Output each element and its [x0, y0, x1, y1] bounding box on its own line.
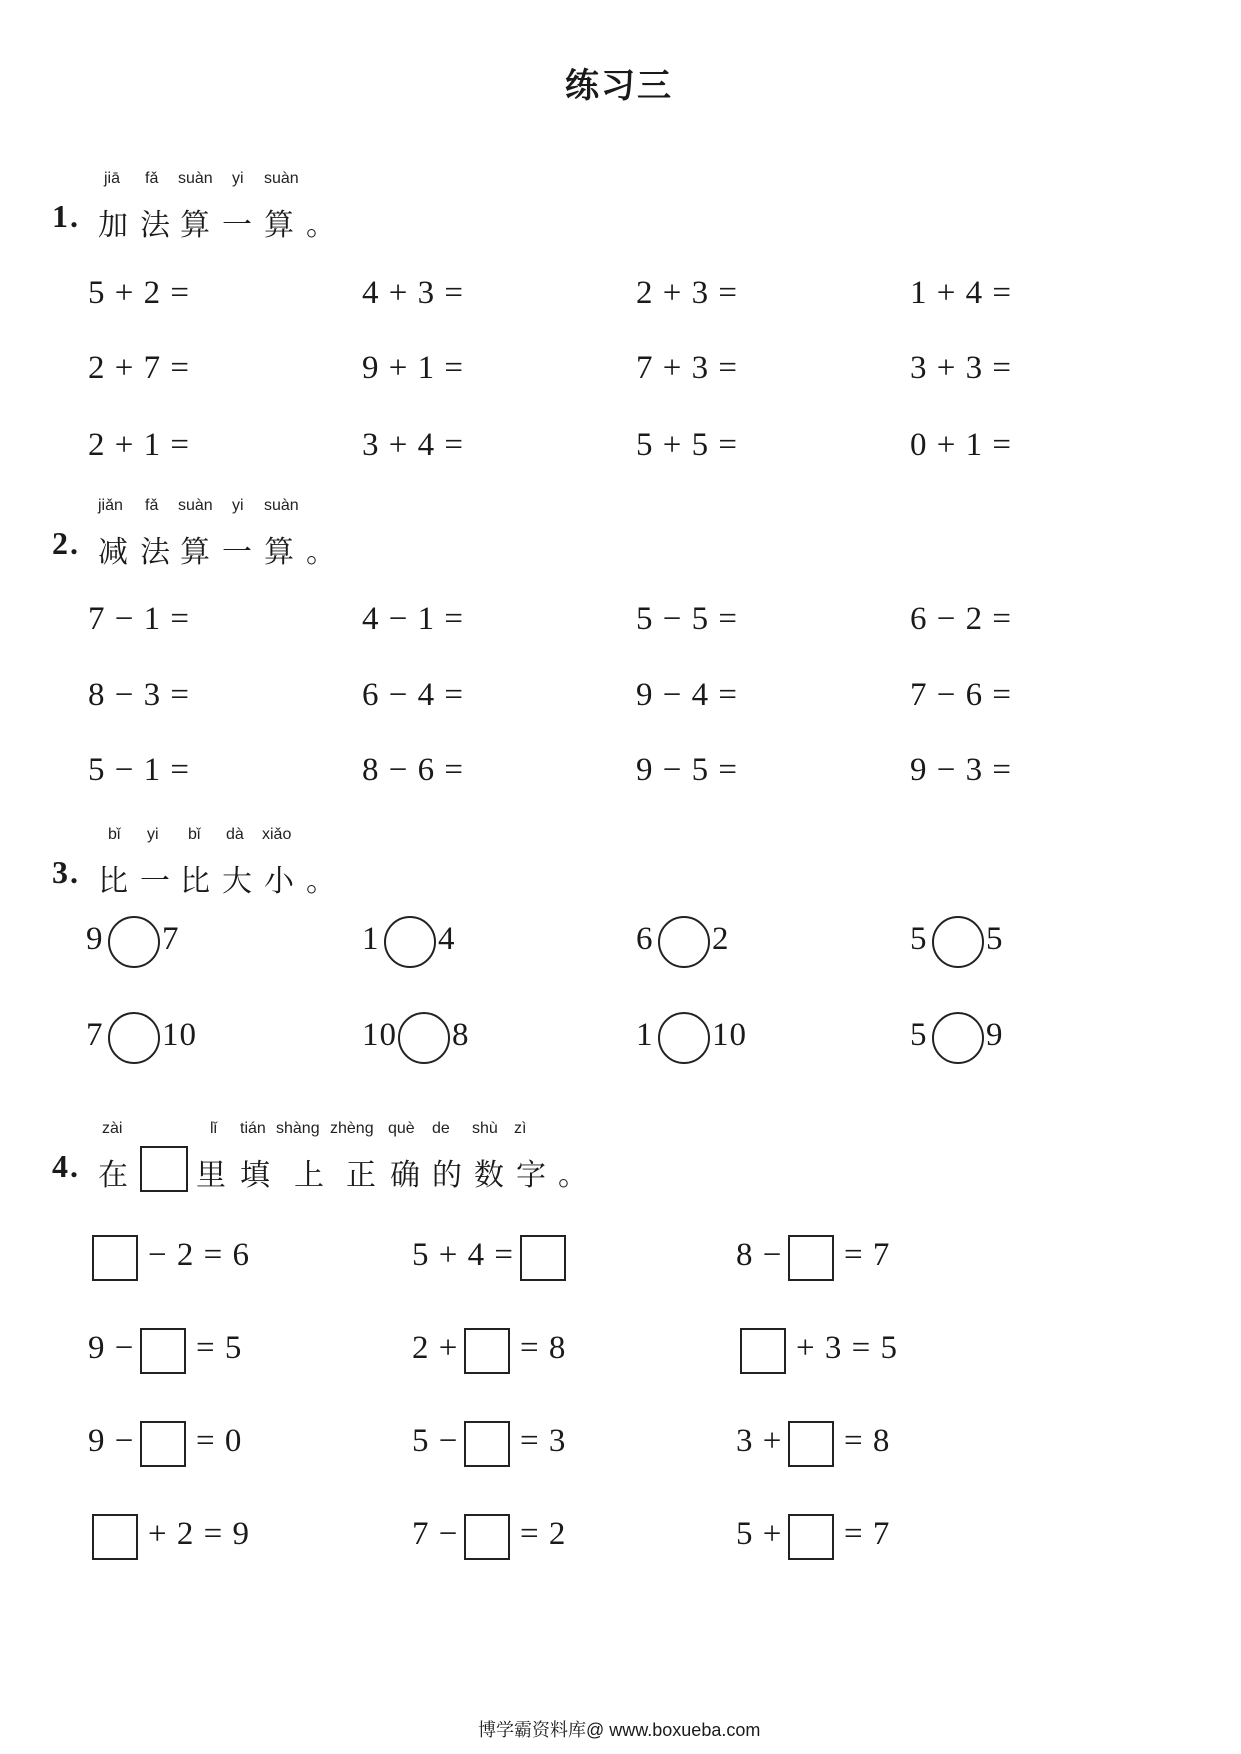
addition-problem: 3 + 3 = [910, 350, 1012, 386]
fill-blank-box[interactable] [92, 1235, 138, 1281]
heading-char: 加 [98, 208, 128, 243]
subtraction-problem: 8 − 3 = [88, 677, 190, 713]
heading-char: 一 [222, 208, 252, 243]
fill-post-text: = 2 [520, 1516, 567, 1552]
compare-left-number: 1 [362, 921, 380, 957]
pinyin: yi [232, 497, 244, 514]
pinyin: fǎ [145, 497, 159, 514]
compare-blank-circle[interactable] [398, 1012, 450, 1064]
subtraction-problem: 6 − 4 = [362, 677, 464, 713]
fill-post-text: + 3 = 5 [796, 1330, 898, 1366]
addition-problem: 9 + 1 = [362, 350, 464, 386]
fill-blank-box[interactable] [788, 1421, 834, 1467]
compare-right-number: 9 [986, 1017, 1004, 1053]
addition-problem: 4 + 3 = [362, 275, 464, 311]
fill-blank-box[interactable] [140, 1328, 186, 1374]
heading-char: 的 [432, 1158, 462, 1193]
fill-post-text: = 5 [196, 1330, 243, 1366]
heading-char: 算 [180, 208, 210, 243]
heading-char: 算 [264, 208, 294, 243]
fill-pre-text: 3 + [736, 1423, 783, 1459]
compare-blank-circle[interactable] [658, 916, 710, 968]
fill-blank-box[interactable] [464, 1514, 510, 1560]
heading-char: 字 [516, 1158, 546, 1193]
compare-right-number: 5 [986, 921, 1004, 957]
subtraction-problem: 7 − 1 = [88, 601, 190, 637]
fill-post-text: = 7 [844, 1516, 891, 1552]
fill-blank-box[interactable] [740, 1328, 786, 1374]
heading-char: 法 [140, 208, 170, 243]
addition-problem: 5 + 5 = [636, 427, 738, 463]
heading-period: 。 [306, 535, 336, 570]
pinyin: shù [472, 1120, 498, 1137]
subtraction-problem: 5 − 1 = [88, 752, 190, 788]
pinyin: shàng [276, 1120, 320, 1137]
pinyin: yi [147, 826, 159, 843]
compare-blank-circle[interactable] [384, 916, 436, 968]
subtraction-problem: 8 − 6 = [362, 752, 464, 788]
compare-right-number: 4 [438, 921, 456, 957]
heading-char: 在 [98, 1158, 128, 1193]
section-s4-number: 4 [52, 1148, 68, 1184]
heading-char: 数 [474, 1158, 504, 1193]
compare-left-number: 1 [636, 1017, 654, 1053]
fill-post-text: − 2 = 6 [148, 1237, 250, 1273]
fill-post-text: = 0 [196, 1423, 243, 1459]
pinyin: jiā [104, 170, 121, 187]
subtraction-problem: 6 − 2 = [910, 601, 1012, 637]
compare-blank-circle[interactable] [108, 1012, 160, 1064]
compare-right-number: 7 [162, 921, 180, 957]
pinyin: jiǎn [98, 497, 123, 514]
addition-problem: 3 + 4 = [362, 427, 464, 463]
compare-blank-circle[interactable] [108, 916, 160, 968]
fill-pre-text: 7 − [412, 1516, 459, 1552]
compare-left-number: 7 [86, 1017, 104, 1053]
heading-period: 。 [306, 208, 336, 243]
pinyin: zài [102, 1120, 123, 1137]
fill-blank-box[interactable] [92, 1514, 138, 1560]
heading-char: 一 [222, 535, 252, 570]
section-s3-number: 3 [52, 854, 68, 890]
heading-char: 小 [264, 864, 294, 899]
pinyin: suàn [264, 170, 299, 187]
addition-problem: 1 + 4 = [910, 275, 1012, 311]
heading-period: 。 [306, 864, 336, 899]
compare-left-number: 6 [636, 921, 654, 957]
section-number-dot: . [70, 1148, 78, 1184]
pinyin: fǎ [145, 170, 159, 187]
pinyin: xiǎo [262, 826, 292, 843]
section-number-dot: . [70, 198, 78, 234]
heading-char: 算 [264, 535, 294, 570]
heading-char: 正 [346, 1158, 376, 1193]
pinyin: tián [240, 1120, 266, 1137]
pinyin: yi [232, 170, 244, 187]
compare-left-number: 5 [910, 1017, 928, 1053]
fill-blank-box[interactable] [464, 1421, 510, 1467]
compare-right-number: 8 [452, 1017, 470, 1053]
section-number-dot: . [70, 854, 78, 890]
heading-char: 比 [180, 864, 210, 899]
fill-pre-text: 2 + [412, 1330, 459, 1366]
heading-char: 法 [140, 535, 170, 570]
addition-problem: 2 + 3 = [636, 275, 738, 311]
pinyin: bǐ [188, 826, 201, 843]
fill-post-text: = 3 [520, 1423, 567, 1459]
fill-blank-box[interactable] [788, 1514, 834, 1560]
compare-right-number: 2 [712, 921, 730, 957]
pinyin: suàn [264, 497, 299, 514]
fill-post-text: + 2 = 9 [148, 1516, 250, 1552]
heading-char: 大 [222, 864, 252, 899]
pinyin: suàn [178, 497, 213, 514]
subtraction-problem: 5 − 5 = [636, 601, 738, 637]
pinyin: què [388, 1120, 415, 1137]
compare-left-number: 10 [362, 1017, 397, 1053]
pinyin: lǐ [210, 1120, 218, 1137]
fill-blank-box[interactable] [140, 1421, 186, 1467]
fill-pre-text: 9 − [88, 1423, 135, 1459]
subtraction-problem: 4 − 1 = [362, 601, 464, 637]
section-s1-number: 1 [52, 198, 68, 234]
fill-blank-box[interactable] [520, 1235, 566, 1281]
compare-blank-circle[interactable] [658, 1012, 710, 1064]
heading-char: 减 [98, 535, 128, 570]
compare-right-number: 10 [162, 1017, 197, 1053]
fill-pre-text: 5 + [736, 1516, 783, 1552]
fill-pre-text: 8 − [736, 1237, 783, 1273]
heading-char: 填 [240, 1158, 270, 1193]
page-title: 练习三 [565, 66, 673, 106]
heading-char: 里 [196, 1158, 226, 1193]
subtraction-problem: 7 − 6 = [910, 677, 1012, 713]
compare-right-number: 10 [712, 1017, 747, 1053]
fill-post-text: = 8 [844, 1423, 891, 1459]
addition-problem: 7 + 3 = [636, 350, 738, 386]
pinyin: dà [226, 826, 244, 843]
heading-period: 。 [558, 1158, 588, 1193]
footer-watermark: 博学霸资料库@ www.boxueba.com [478, 1720, 761, 1740]
heading-char: 确 [390, 1158, 420, 1193]
pinyin: zhèng [330, 1120, 374, 1137]
pinyin: de [432, 1120, 450, 1137]
heading-blank-box [140, 1146, 188, 1192]
pinyin: bǐ [108, 826, 121, 843]
fill-post-text: = 8 [520, 1330, 567, 1366]
addition-problem: 2 + 7 = [88, 350, 190, 386]
section-number-dot: . [70, 525, 78, 561]
fill-post-text: = 7 [844, 1237, 891, 1273]
fill-blank-box[interactable] [788, 1235, 834, 1281]
fill-pre-text: 5 + 4 = [412, 1237, 514, 1273]
compare-blank-circle[interactable] [932, 1012, 984, 1064]
heading-char: 算 [180, 535, 210, 570]
addition-problem: 5 + 2 = [88, 275, 190, 311]
addition-problem: 2 + 1 = [88, 427, 190, 463]
subtraction-problem: 9 − 5 = [636, 752, 738, 788]
fill-pre-text: 5 − [412, 1423, 459, 1459]
compare-blank-circle[interactable] [932, 916, 984, 968]
section-s2-number: 2 [52, 525, 68, 561]
compare-left-number: 5 [910, 921, 928, 957]
pinyin: zì [514, 1120, 527, 1137]
compare-left-number: 9 [86, 921, 104, 957]
pinyin: suàn [178, 170, 213, 187]
subtraction-problem: 9 − 3 = [910, 752, 1012, 788]
heading-char: 上 [294, 1158, 324, 1193]
addition-problem: 0 + 1 = [910, 427, 1012, 463]
heading-char: 比 [98, 864, 128, 899]
heading-char: 一 [140, 864, 170, 899]
fill-pre-text: 9 − [88, 1330, 135, 1366]
fill-blank-box[interactable] [464, 1328, 510, 1374]
subtraction-problem: 9 − 4 = [636, 677, 738, 713]
